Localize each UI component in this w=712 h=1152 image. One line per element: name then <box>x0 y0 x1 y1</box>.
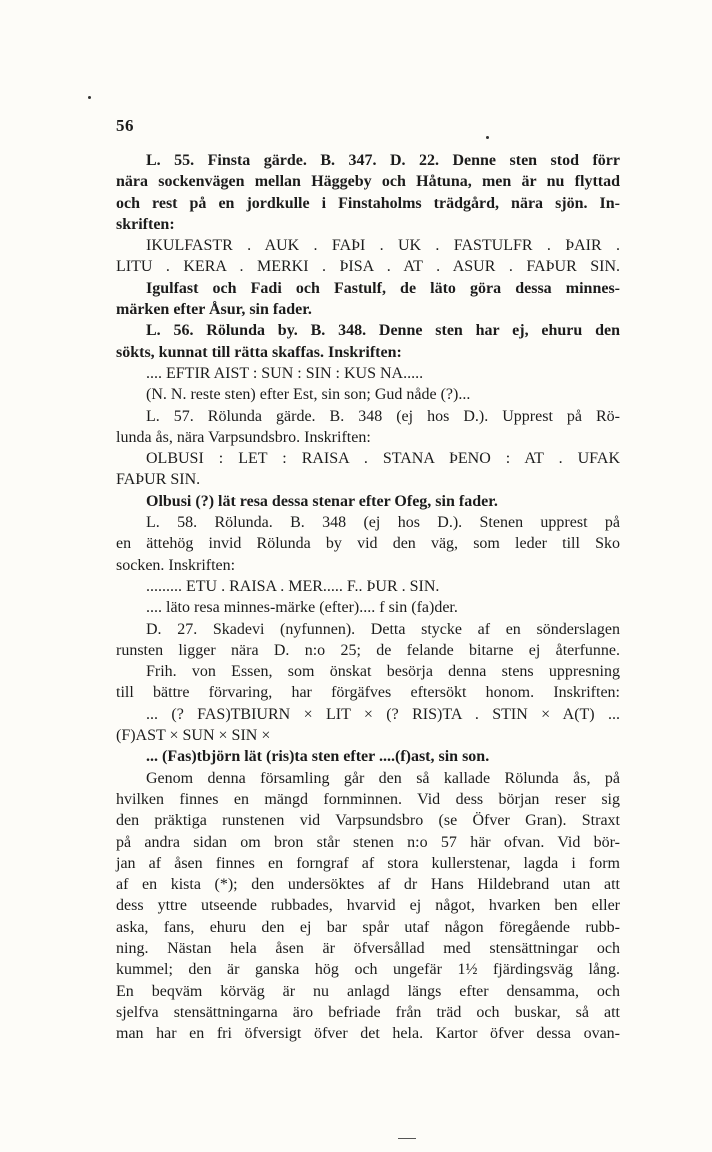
text-line: skriften: <box>116 215 175 233</box>
text-line: ... (? FAS)TBIURN × LIT × (? RIS)TA . STIN × A(T) ... <box>146 705 620 723</box>
text-line: L. 58. Rölunda. B. 348 (ej hos D.). Stenen upprest på <box>146 514 620 532</box>
text-line: på andra sidan om bron står stenen n:o 57 här ofvan. Vid bör- <box>116 833 620 851</box>
ink-speck <box>88 96 91 99</box>
text-line: aska, fans, ehuru den ej bar spår utaf någon föregående rubb- <box>116 918 620 936</box>
text-line: Olbusi (?) lät resa dessa stenar efter Ofeg, sin fader. <box>146 492 498 510</box>
text-line: .... läto resa minnes-märke (efter).... f sin (fa)der. <box>146 599 458 617</box>
text-line: nära sockenvägen mellan Häggeby och Håtuna, men är nu flyttad <box>116 173 620 191</box>
text-line: socken. Inskriften: <box>116 556 236 574</box>
text-line: Igulfast och Fadi och Fastulf, de läto göra dessa minnes- <box>146 279 620 297</box>
text-line: märken efter Åsur, sin fader. <box>116 301 312 319</box>
text-line: (F)AST × SUN × SIN × <box>116 727 271 745</box>
text-line: jan af åsen finnes en forngraf af stora kullerstenar, lagda i form <box>116 854 620 872</box>
text-line: ning. Nästan hela åsen är öfversållad med stensättningar och <box>116 939 620 957</box>
text-line: ... (Fas)tbjörn lät (ris)ta sten efter ....(f)ast, sin son. <box>146 748 490 766</box>
text-line: Frih. von Essen, som önskat besörja denna stens uppresning <box>146 663 620 681</box>
text-line: Genom denna församling går den så kallade Rölunda ås, på <box>146 769 620 787</box>
text-line: sjelfva stensättningarna äro befriade från träd och buskar, så att <box>116 1003 620 1021</box>
text-line: L. 57. Rölunda gärde. B. 348 (ej hos D.). Upprest på Rö- <box>146 407 620 425</box>
text-line: och rest på en jordkulle i Finstaholms trädgård, nära sjön. In- <box>116 194 620 212</box>
text-line: man har en fri öfversigt öfver det hela. Kartor öfver dessa ovan- <box>116 1025 620 1043</box>
text-line: L. 56. Rölunda by. B. 348. Denne sten har ej, ehuru den <box>146 322 620 340</box>
page-number: 56 <box>116 116 134 135</box>
text-line: kummel; den är ganska hög och ungefär 1½ fjärdingsväg lång. <box>116 961 620 979</box>
text-line: runsten ligger nära D. n:o 25; de felande bitarne ej återfunne. <box>116 641 620 659</box>
text-line: ......... ETU . RAISA . MER..... F.. ÞUR . SIN. <box>146 577 440 595</box>
text-line: hvilken finnes en mängd fornminnen. Vid dess början reser sig <box>116 790 620 808</box>
text-line: En beqväm körväg är nu anlagd längs efter densamma, och <box>116 982 620 1000</box>
ink-speck <box>486 136 489 139</box>
text-line: en ättehög invid Rölunda by vid den väg, som leder till Sko <box>116 535 620 553</box>
text-line: OLBUSI : LET : RAISA . STANA ÞENO : AT . UFAK <box>146 450 620 468</box>
text-line: IKULFASTR . AUK . FAÞI . UK . FASTULFR . ÞAIR . <box>146 237 620 255</box>
text-line: .... EFTIR AIST : SUN : SIN : KUS NA..... <box>146 364 424 382</box>
text-line: af en kista (*); den undersöktes af dr Hans Hildebrand utan att <box>116 876 620 894</box>
text-line: (N. N. reste sten) efter Est, sin son; Gud nåde (?)... <box>146 386 471 404</box>
text-line: LITU . KERA . MERKI . ÞISA . AT . ASUR . FAÞUR SIN. <box>116 258 620 276</box>
text-line: dess yttre utseende rubbades, hvarvid ej något, hvarken ben eller <box>116 897 620 915</box>
body-text <box>116 150 620 1044</box>
text-line: D. 27. Skadevi (nyfunnen). Detta stycke af en sönderslagen <box>146 620 620 638</box>
text-line: L. 55. Finsta gärde. B. 347. D. 22. Denne sten stod förr <box>146 152 620 169</box>
text-line: lunda ås, nära Varpsundsbro. Inskriften: <box>116 428 371 446</box>
text-line: sökts, kunnat till rätta skaffas. Inskriften: <box>116 343 402 361</box>
text-line: FAÞUR SIN. <box>116 471 201 489</box>
footer-mark <box>398 1138 416 1139</box>
text-line: den präktiga runstenen vid Varpsundsbro (se Öfver Gran). Straxt <box>116 812 620 830</box>
text-line: till bättre förvaring, har förgäfves eftersökt honom. Inskriften: <box>116 684 620 702</box>
